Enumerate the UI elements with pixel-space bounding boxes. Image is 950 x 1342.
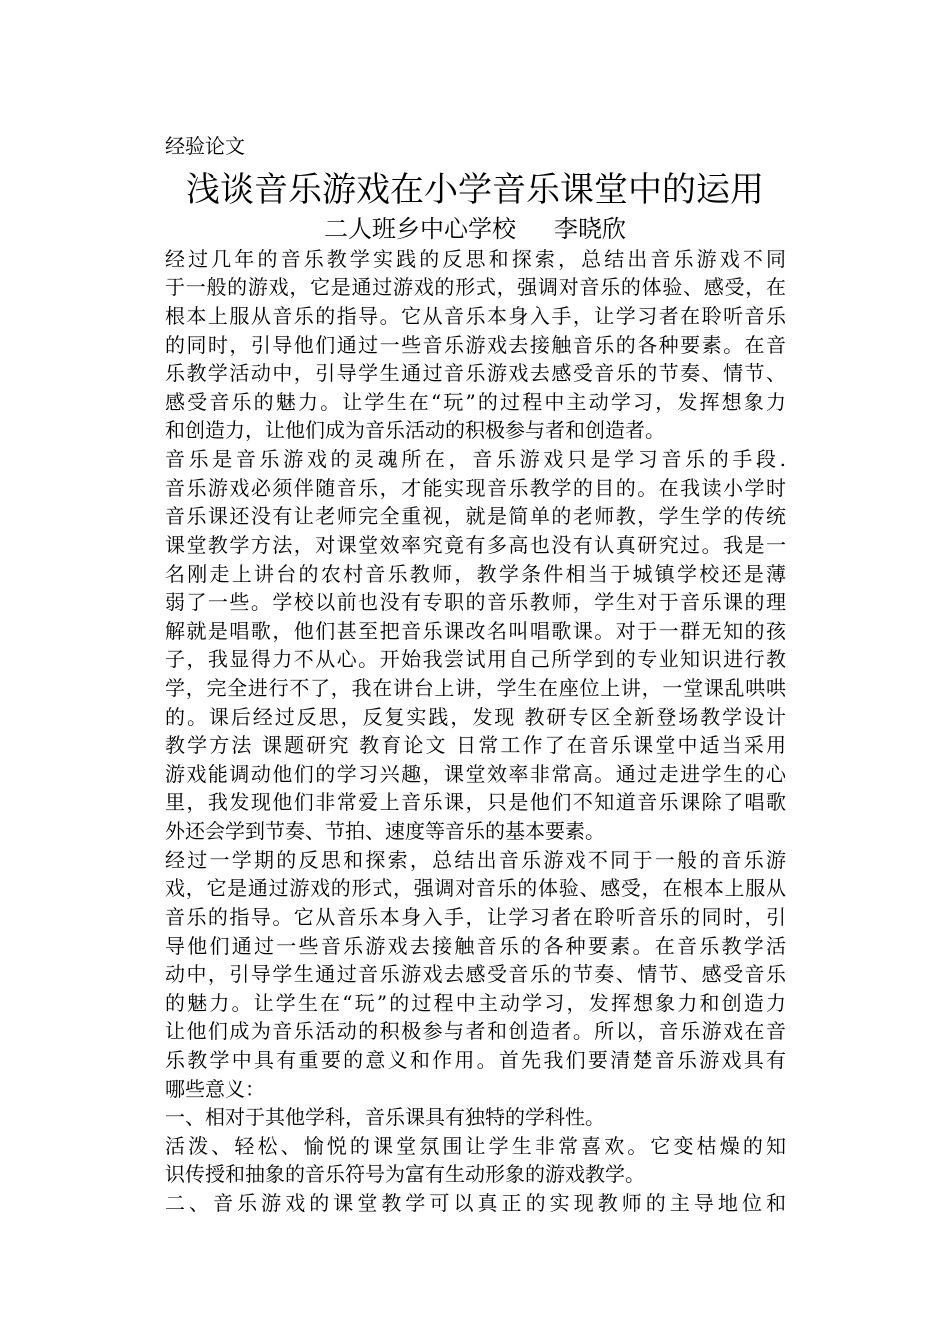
author-name: 李晓欣: [554, 215, 626, 243]
body-line: 一、相对于其他学科，音乐课具有独特的学科性。: [165, 1105, 605, 1129]
body-line: 音乐游戏必须伴随音乐，才能实现音乐教学的目的。在我读小学时: [165, 476, 786, 500]
byline: [0, 212, 950, 246]
body-line: 经过一学期的反思和探索，总结出音乐游戏不同于一般的音乐游: [165, 848, 786, 872]
body-line: 游戏能调动他们的学习兴趣，课堂效率非常高。通过走进学生的心: [165, 762, 786, 786]
body-line: 识传授和抽象的音乐符号为富有生动形象的游戏教学。: [165, 1162, 645, 1186]
body-line: 让他们成为音乐活动的积极参与者和创造者。所以，音乐游戏在音: [165, 1019, 786, 1043]
body-line: 音乐课还没有让老师完全重视，就是简单的老师教，学生学的传统: [165, 504, 786, 528]
body-line: 导他们通过一些音乐游戏去接触音乐的各种要素。在音乐教学活: [165, 934, 786, 958]
body-line: 解就是唱歌，他们甚至把音乐课改名叫唱歌课。对于一群无知的孩: [165, 619, 786, 643]
body-line: 名刚走上讲台的农村音乐教师，教学条件相当于城镇学校还是薄: [165, 562, 786, 586]
body-line: 教学方法 课题研究 教育论文 日常工作了在音乐课堂中适当采用: [165, 733, 786, 757]
body-line: 乐教学活动中，引导学生通过音乐游戏去感受音乐的节奏、情节、: [165, 361, 786, 385]
body-line: 二、音乐游戏的课堂教学可以真正的实现教师的主导地位和: [165, 1191, 786, 1215]
body-line: 音乐是音乐游戏的灵魂所在，音乐游戏只是学习音乐的手段.: [165, 447, 786, 471]
body-line: 于一般的游戏，它是通过游戏的形式，强调对音乐的体验、感受，在: [165, 275, 786, 299]
body-line: 经过几年的音乐教学实践的反思和探索，总结出音乐游戏不同: [165, 247, 786, 271]
document-title: 浅谈音乐游戏在小学音乐课堂中的运用: [186, 170, 764, 210]
body-line: 音乐的指导。它从音乐本身入手，让学习者在聆听音乐的同时，引: [165, 905, 786, 929]
body-line: 活泼、轻松、愉悦的课堂氛围让学生非常喜欢。它变枯燥的知: [165, 1134, 786, 1158]
school-name: 二人班乡中心学校: [324, 215, 516, 243]
body-line: 的。课后经过反思，反复实践，发现 教研专区全新登场教学设计: [165, 705, 786, 729]
body-line: 戏，它是通过游戏的形式，强调对音乐的体验、感受，在根本上服从: [165, 876, 786, 900]
body-line: 里，我发现他们非常爱上音乐课，只是他们不知道音乐课除了唱歌: [165, 790, 786, 814]
body-line: 感受音乐的魅力。让学生在“玩”的过程中主动学习，发挥想象力: [165, 390, 786, 414]
body-line: 的魅力。让学生在“玩”的过程中主动学习，发挥想象力和创造力: [165, 991, 786, 1015]
body-line: 子，我显得力不从心。开始我尝试用自己所学到的专业知识进行教: [165, 647, 786, 671]
body-line: 乐教学中具有重要的意义和作用。首先我们要清楚音乐游戏具有: [165, 1048, 786, 1072]
body-line: 弱了一些。学校以前也没有专职的音乐教师，学生对于音乐课的理: [165, 590, 786, 614]
body-line: 学，完全进行不了，我在讲台上讲，学生在座位上讲，一堂课乱哄哄: [165, 676, 786, 700]
body-line: 动中，引导学生通过音乐游戏去感受音乐的节奏、情节、感受音乐: [165, 962, 786, 986]
body-line: 的同时，引导他们通过一些音乐游戏去接触音乐的各种要素。在音: [165, 333, 786, 357]
body-line: 哪些意义：: [165, 1077, 265, 1101]
category-label: 经验论文: [165, 134, 245, 158]
body-line: 和创造力，让他们成为音乐活动的积极参与者和创造者。: [165, 418, 665, 442]
body-line: 根本上服从音乐的指导。它从音乐本身入手，让学习者在聆听音乐: [165, 304, 786, 328]
body-line: 外还会学到节奏、节拍、速度等音乐的基本要素。: [165, 819, 605, 843]
body-line: 课堂教学方法，对课堂效率究竟有多高也没有认真研究过。我是一: [165, 533, 786, 557]
